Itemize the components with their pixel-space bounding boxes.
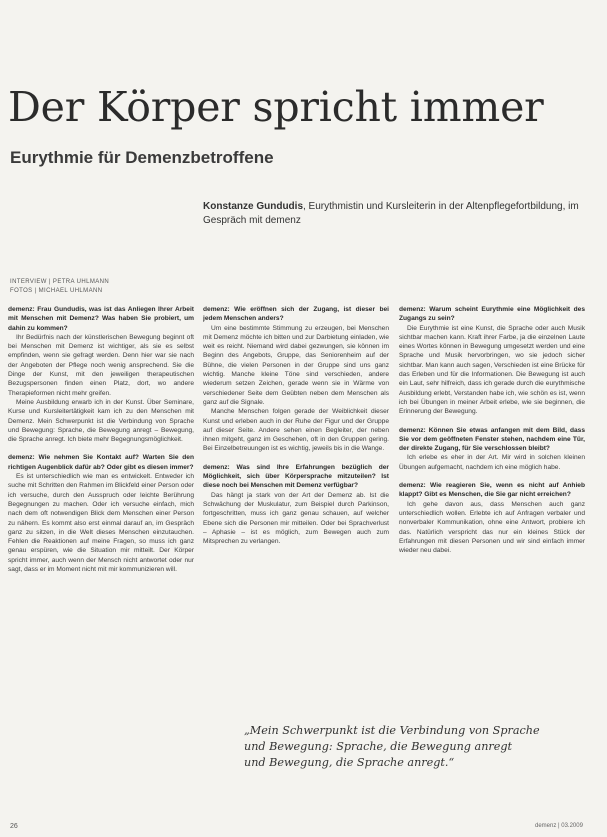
article-title: Der Körper spricht immer [8, 83, 544, 131]
text-column-2 [203, 305, 389, 745]
credits [10, 278, 109, 296]
page-number: 26 [10, 823, 18, 830]
text-column-1 [8, 305, 194, 765]
pull-quote [244, 723, 594, 771]
article-subtitle: Eurythmie für Demenzbetroffene [10, 148, 274, 167]
credit-interview: INTERVIEW | PETRA UHLMANN [10, 279, 110, 285]
interview-answer: Um eine bestimmte Stimmung zu erzeugen, bei Menschen mit Demenz möchte ich bitten und zur Darbietung einladen, wie weit es reicht. Niemand wird dabei gezwungen, sie können im Beginn des Angebots, Gruppe, das Seniorenheim auf der Bühne, die vielen Personen in der Gruppe sind uns ganz wichtig. Manche kleine Töne sind verschieden, andere wiederum setzen Zeichen, gerade wenn sie in Wärme von verschiedener Seite dem Geübten neben dem Menschen als ganz auf die Signale. [203, 324, 389, 406]
interview-question: demenz: Wie eröffnen sich der Zugang, ist dieser bei jedem Menschen anders? [203, 306, 389, 323]
interview-answer: Manche Menschen folgen gerade der Weiblichkeit dieser Kunst und erleben auch in der Ruhe der Figur und der Gruppe auf dieser Seite. Andere sehen einen Begleiter, der neben ihnen mitgeht, ganz im Geschehen, oft in den Gruppen gering. Bei Einzelbetreuungen ist es wichtig, jeweils bis in die Wange. [203, 408, 389, 453]
interview-question: demenz: Was sind Ihre Erfahrungen bezüglich der Möglichkeit, sich über Körpersprache mitzuteilen? Ist diese noch bei Menschen mit Demenz verfügbar? [203, 463, 389, 490]
pull-quote-line: und Bewegung, die Sprache anregt.“ [244, 756, 455, 769]
interview-answer: Meine Ausbildung erwarb ich in der Kunst. Über Seminare, Kurse und Kursleitertätigkeit kam ich zu den Menschen mit Demenz. Mein Schwerpunkt ist die Verbindung von Sprache und Bewegung: Sprache, die Bewegung anregt – Bewegung, die Sprache anregt. Ich biete mehr Begegnungsmöglichkeit. [8, 398, 194, 444]
magazine-issue: demenz | 03.2009 [535, 823, 583, 829]
interview-answer: Das hängt ja stark von der Art der Demenz ab. Ist die Schwächung der Muskulatur, zum Beispiel durch Parkinson, fortgeschritten, muss ich ganz genau schauen, auf welcher Ebene sich die Personen mir mitteilen. Oder bei Sprachverlust – Aphasie – ist es möglich, zum Bewegen auch zum Mitsprechen zu verlangen. [203, 491, 389, 546]
text-column-3 [399, 305, 585, 715]
interview-question: demenz: Können Sie etwas anfangen mit dem Bild, dass Sie vor dem geöffneten Fenster stehen, nachdem eine Tür, der direkte Zugang, für Sie verschlossen bleibt? [399, 426, 585, 453]
interview-answer: Ihr Bedürfnis nach der künstlerischen Bewegung beginnt oft bei Menschen mit Demenz ist wichtiger, als sie es selbst empfinden, wenn sie gefragt werden. Denn hier war sie nach der Angeboten der Pflege noch wenig ansprechend. Sie die Dinge der Kunst, mit den jeweiligen therapeutischen Bezugspersonen finden einen Platz, dort, wo andere Therapieformen nicht mehr greifen. [8, 333, 194, 397]
credit-photo: FOTOS | MICHAEL UHLMANN [10, 288, 103, 294]
interview-question: demenz: Wie reagieren Sie, wenn es nicht auf Anhieb klappt? Gibt es Menschen, die Sie gar nicht erreichen? [399, 482, 585, 499]
interview-question: demenz: Frau Gundudis, was ist das Anliegen Ihrer Arbeit mit Menschen mit Demenz? Was haben Sie probiert, um dahin zu kommen? [8, 306, 194, 332]
interview-answer: Es ist unterschiedlich wie man es entwickelt. Entweder ich suche mit Schritten den Rahmen im Blickfeld einer Person oder ich versuche, durch den Ausspruch oder leichte Berührung Begegnungen zu machen. Oder ich versuche einfach, mich nach dem oft notwendigen Blick dem Menschen einer Person zu nähern. Es kommt also erst einmal darauf an, im Gespräch ganz zu sitzen, in die Welt dieses Menschen einzutauchen. Fehlen die Reaktionen auf meine Fragen, so muss ich ganz genau erspüren, wie die Situation mir mitteilt. Der Körper spricht immer, auch wenn der Mensch nicht antwortet oder nur sagt, dass er im Moment nicht mit mir kommunizieren will. [8, 473, 194, 574]
interview-question: demenz: Warum scheint Eurythmie eine Möglichkeit des Zugangs zu sein? [399, 306, 585, 323]
pull-quote-line: „Mein Schwerpunkt ist die Verbindung von Sprache [244, 724, 540, 737]
interview-answer: Ich gehe davon aus, dass Menschen auch ganz unterschiedlich wollen. Erlebte ich auf Anfragen verbaler und nonverbaler Kommunikation, ohne eine Antwort, probiere ich das. Natürlich verspricht das nur ein kleines Stück der Erfahrungen mit diesen Personen und wir sind einfach immer wieder neu dabei. [399, 500, 585, 555]
lead-name: Konstanze Gundudis [203, 201, 303, 212]
interview-answer: Ich erlebe es eher in der Art. Mir wird in solchen kleinen Übungen aufgemacht, nachdem ich eine möglich habe. [399, 454, 585, 471]
lead-text: , Eurythmistin und Kursleiterin in der Altenpflegefortbildung, im Gespräch mit demenz [203, 201, 579, 226]
interview-question: demenz: Wie nehmen Sie Kontakt auf? Warten Sie den richtigen Augenblick dafür ab? Oder gibt es diesen immer? [8, 454, 194, 471]
interview-answer: Die Eurythmie ist eine Kunst, die Sprache oder auch Musik sichtbar machen kann. Kraft ihrer Farbe, ja die einzelnen Laute eines Wortes können in Bewegung umgesetzt werden und eine Sprache und Musik hervorbringen, wo sie jedoch sicher sichtbar. Man kann auch sagen, Verschieden ist eine Brücke für das Erleben und für die Informationen. Die Bewegung ist auch ein Laut, sehr hilfreich, dass ich gerade durch die eurythmische Ausbildung erlebt, Verstanden habe ich, wie schön es ist, wenn ich bei Übungen in meiner Arbeit erlebe, wie sie beginnen, die Erinnerung der Bewegung. [399, 324, 585, 416]
pull-quote-line: und Bewegung: Sprache, die Bewegung anregt [244, 740, 513, 753]
article-lead [203, 200, 583, 228]
